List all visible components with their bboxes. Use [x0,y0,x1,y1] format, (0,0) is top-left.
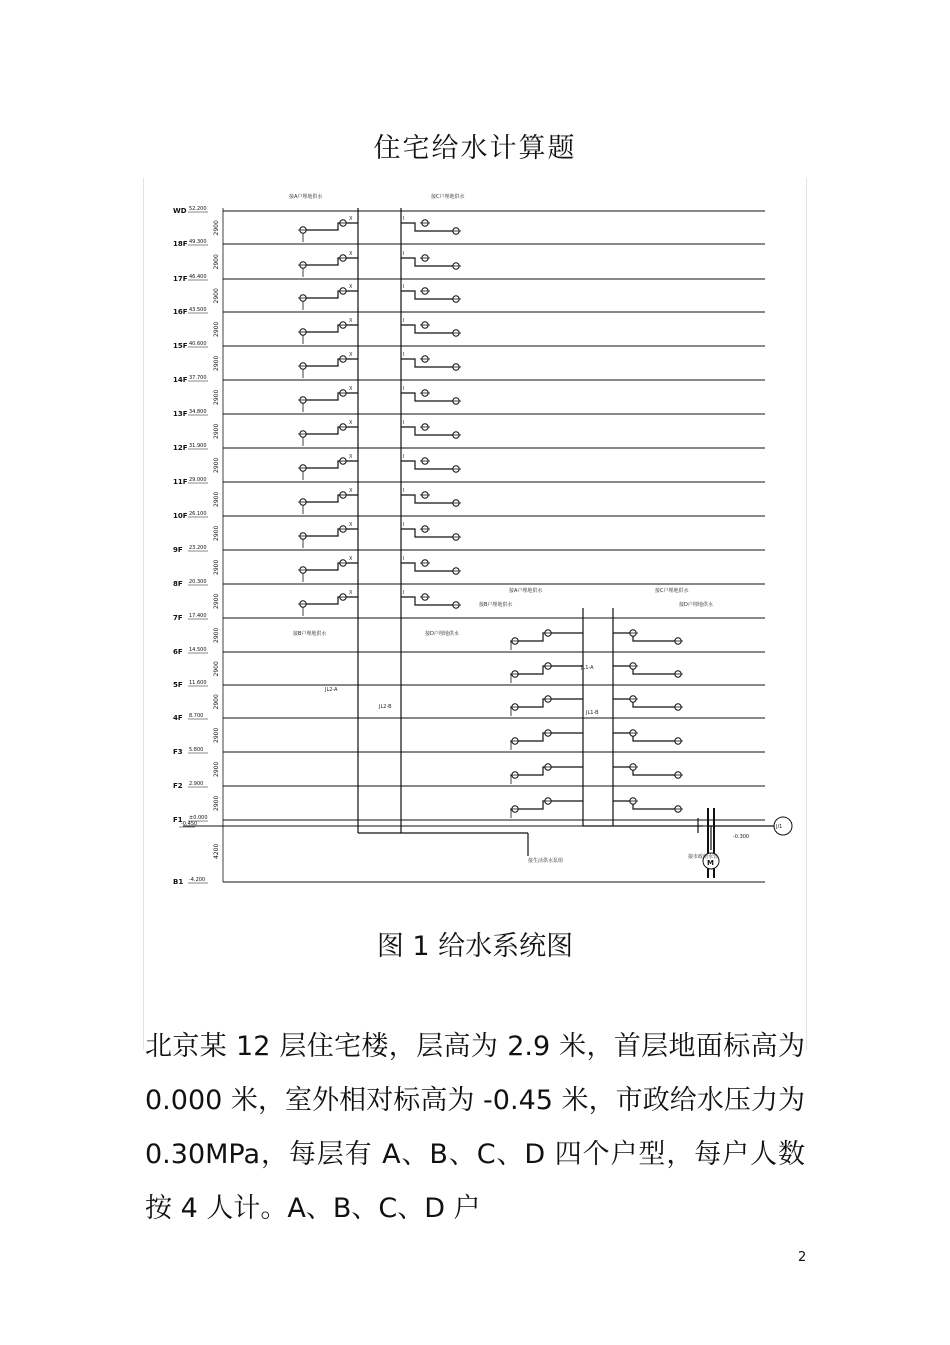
inlet-label: J/1 [776,824,783,830]
elevation-label: 5.800 [189,747,204,753]
municipal-note: 接市政给水管 [688,854,719,860]
branch-a [303,223,358,230]
branch-a [303,597,358,604]
valve-mark: I [403,216,405,222]
floor-height-dim: 2900 [213,457,220,473]
floor-height-dim: 2900 [213,389,220,405]
floor-height-dim: 2900 [213,795,220,811]
riser-label-jl1b: JL1-B [586,710,599,716]
floor-name-label: 6F [173,648,183,656]
elevation-label: 43.500 [189,307,207,313]
floor-name-label: 16F [173,308,188,316]
valve-mark: I [403,454,405,460]
floor-name-label: F2 [173,782,183,790]
elevation-label: 20.300 [189,579,207,585]
branch-lower-c [613,699,678,707]
elevation-label: 31.900 [189,443,207,449]
floor-labels [173,206,223,886]
branch-c [401,597,456,605]
diagram-notes [289,193,782,867]
valve-mark: X [349,556,353,562]
valve-mark: I [403,251,405,257]
branch-c [401,325,456,333]
floor-name-label: 10F [173,512,188,520]
elevation-label: 26.100 [189,511,207,517]
floor-height-dim: 2900 [213,694,220,710]
floor-name-label: F3 [173,748,183,756]
branch-c [401,461,456,469]
floor-height-dim: 2900 [213,761,220,777]
floor-name-label: WD [173,207,187,215]
valve-mark: X [349,522,353,528]
note-a-household: 接A户埋地供水 [289,194,323,200]
branch-a [303,495,358,502]
floor-name-label: 7F [173,614,183,622]
valve-mark: X [349,251,353,257]
riser-label-jl1a: JL1-A [581,665,594,671]
note-lower-b: 接B户埋地供水 [479,602,513,608]
floor-height-dim: 4200 [213,843,220,859]
floor-name-label: 11F [173,478,188,486]
floor-height-dim: 2900 [213,559,220,575]
branch-c [401,529,456,537]
valve-mark: I [403,488,405,494]
floor-name-label: 12F [173,444,188,452]
branch-c [401,495,456,503]
riser-label-jl2a: JL2-A [325,687,338,693]
floor-height-dim: 2900 [213,220,220,236]
floor-name-label: 15F [173,342,188,350]
valve-mark: I [403,420,405,426]
branch-lower-c [613,633,678,641]
outside-elevation-label: -0.300 [733,834,750,840]
valve-mark: X [349,216,353,222]
floor-name-label: F1 [173,816,183,824]
valve-mark: X [349,454,353,460]
note-lower-d: 接D户埋地供水 [679,602,713,608]
branch-c [401,563,456,571]
floor-height-dim: 2900 [213,661,220,677]
note-lower-a: 接A户埋地供水 [509,588,543,594]
branch-lower-c [613,733,678,741]
fixtures [298,216,792,869]
elevation-label: 17.400 [189,613,207,619]
branch-lower-c [613,767,678,775]
floor-height-dim: 2900 [213,355,220,371]
elevation-label: 8.700 [189,713,204,719]
elevation-label: 52.200 [189,206,207,212]
floor-name-label: 8F [173,580,183,588]
elevation-label: 34.800 [189,409,207,415]
valve-mark: I [403,386,405,392]
branch-a [303,461,358,468]
floor-height-dim: 2900 [213,288,220,304]
floor-height-dim: 2900 [213,321,220,337]
page-number: 2 [798,1250,807,1265]
valve-mark: I [403,284,405,290]
floor-height-dim: 2900 [213,727,220,743]
water-supply-system-diagram [143,178,805,898]
figure-caption: 图 1 给水系统图 [376,931,574,962]
elevation-label: 29.000 [189,477,207,483]
floor-height-dim: 2900 [213,254,220,270]
valve-mark: X [349,318,353,324]
page-title: 住宅给水计算题 [373,133,577,164]
floor-name-label: 9F [173,546,183,554]
floor-height-dim: 2900 [213,491,220,507]
valve-mark: X [349,590,353,596]
problem-paragraph: 北京某 12 层住宅楼，层高为 2.9 米，首层地面标高为 0.000 米，室外相对标高为 -0.45 米，市政给水压力为 0.30MPa，每层有 A、B、C、D 四个户型，每户人数按 4 人计。A、B、C、D 户 [145,1031,805,1224]
branch-lower-c [613,801,678,809]
elevation-label: 2.900 [189,781,204,787]
valve-mark: X [349,284,353,290]
branch-a [303,529,358,536]
floor-name-label: 14F [173,376,188,384]
pipe-network [303,208,783,878]
branch-c [401,359,456,367]
branch-c [401,291,456,299]
elevation-label: 37.700 [189,375,207,381]
branch-c [401,427,456,435]
elevation-label: -4.200 [189,877,206,883]
valve-mark: I [403,556,405,562]
floor-name-label: 5F [173,681,183,689]
floor-height-dim: 2900 [213,525,220,541]
branch-a [303,563,358,570]
elevation-label: ±0.000 [189,815,208,821]
meter-label: M [707,859,714,867]
pump-note: 接生活供水泵组 [528,858,564,864]
valve-mark: X [349,352,353,358]
floor-name-label: 18F [173,240,188,248]
floor-lines [183,211,765,882]
floor-name-label: 13F [173,410,188,418]
note-lower-c: 接C户埋地供水 [655,588,689,594]
floor-name-label: 4F [173,714,183,722]
valve-mark: X [349,386,353,392]
valve-mark: I [403,522,405,528]
elevation-label: 23.200 [189,545,207,551]
elevation-label: 49.300 [189,239,207,245]
floor-height-dim: 2900 [213,627,220,643]
floor-height-dim: 2900 [213,593,220,609]
riser-label-jl2b: JL2-B [379,704,392,710]
branch-a [303,291,358,298]
note-c-household: 接C户埋地供水 [431,194,465,200]
note-b-household: 接B户埋地供水 [293,631,327,637]
floor-height-dim: 2900 [213,423,220,439]
branch-c [401,258,456,266]
branch-a [303,325,358,332]
elevation-label: -0.450 [181,821,198,827]
valve-mark: I [403,318,405,324]
valve-mark: I [403,352,405,358]
elevation-label: 46.400 [189,274,207,280]
branch-a [303,393,358,400]
valve-mark: I [403,590,405,596]
branch-c [401,393,456,401]
floor-name-label: B1 [173,878,184,886]
branch-a [303,258,358,265]
valve-mark: X [349,488,353,494]
elevation-label: 40.600 [189,341,207,347]
branch-a [303,359,358,366]
branch-lower-c [613,666,678,674]
elevation-label: 11.600 [189,680,207,686]
note-d-household: 接D户埋地供水 [425,631,459,637]
floor-name-label: 17F [173,275,188,283]
elevation-label: 14.500 [189,647,207,653]
branch-a [303,427,358,434]
valve-mark: X [349,420,353,426]
